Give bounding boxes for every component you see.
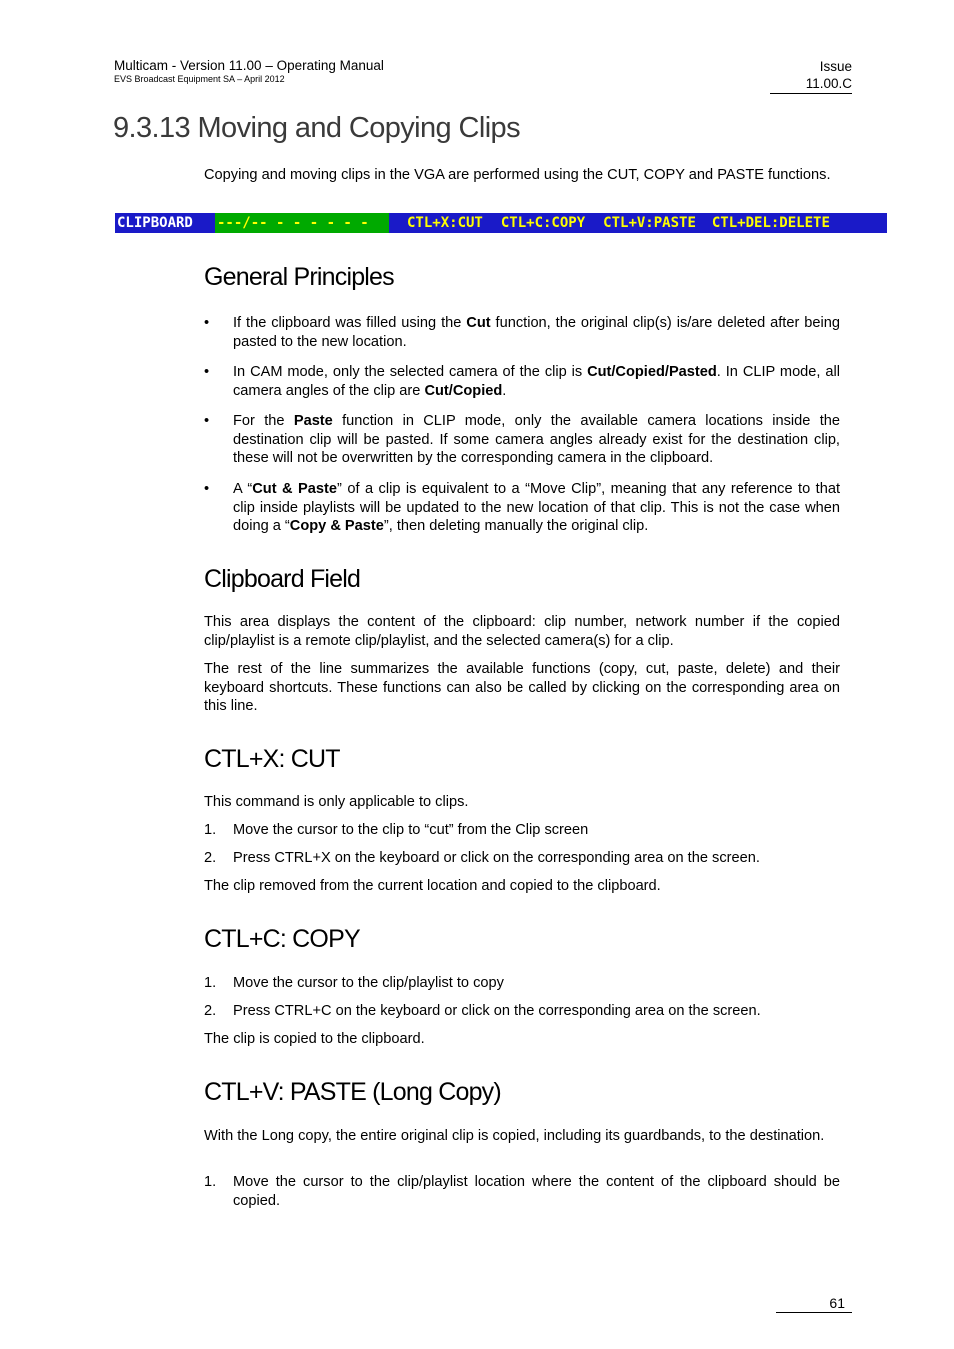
document-title: Multicam - Version 11.00 – Operating Manual: [114, 58, 384, 73]
step-item: 1. Move the cursor to the clip to “cut” from the Clip screen: [204, 822, 589, 838]
cut-button[interactable]: CTL+X:CUT: [407, 215, 483, 231]
section-title: 9.3.13 Moving and Copying Clips: [113, 112, 520, 144]
step-item: 1. Move the cursor to the clip/playlist location where the content of the clipboard should be copied.: [204, 1174, 840, 1209]
bullet-icon: •: [204, 481, 210, 497]
bullet-item: • A “Cut & Paste” of a clip is equivalent to a “Move Clip”, meaning that any reference to that clip inside playlists will be updated to the new location of that clip. This is not the case when doing a “Copy & Paste”, then deleting manually the original clip.: [204, 481, 841, 534]
clipboard-field-paragraph-2: The rest of the line summarizes the available functions (copy, cut, paste, delete) and their keyboard shortcuts. These functions can also be called by clicking on the corresponding area on this line.: [204, 661, 840, 714]
page-footer: [776, 1294, 852, 1313]
cut-result: The clip removed from the current location and copied to the clipboard.: [204, 878, 661, 894]
step-item: 2. Press CTRL+C on the keyboard or click on the corresponding area on the screen.: [204, 1003, 761, 1019]
step-number: 2.: [204, 1003, 217, 1019]
clipboard-field-heading: Clipboard Field: [204, 565, 361, 593]
bullet-icon: •: [204, 315, 210, 331]
bullet-item: • For the Paste function in CLIP mode, only the available camera locations inside the destination clip will be pasted. If some camera angles already exist for the destination clip, these will not be overwritten by the corresponding camera in the clipboard.: [204, 413, 840, 466]
delete-button[interactable]: CTL+DEL:DELETE: [711, 215, 830, 231]
intro-paragraph: Copying and moving clips in the VGA are performed using the CUT, COPY and PASTE functions.: [204, 167, 831, 183]
document-subtitle: EVS Broadcast Equipment SA – April 2012: [114, 74, 285, 84]
general-principles-heading: General Principles: [204, 263, 394, 291]
copy-result: The clip is copied to the clipboard.: [204, 1031, 425, 1047]
clipboard-label: CLIPBOARD: [117, 215, 193, 231]
step-number: 1.: [204, 1174, 217, 1190]
cut-heading: CTL+X: CUT: [204, 745, 340, 773]
paste-intro: With the Long copy, the entire original clip is copied, including its guardbands, to the destination.: [204, 1128, 825, 1144]
clipboard-field-paragraph-1: This area displays the content of the clipboard: clip number, network number if the copied clip/playlist is a remote clip/playlist, and the selected camera(s) for a clip.: [204, 614, 840, 649]
paste-button[interactable]: CTL+V:PASTE: [603, 215, 696, 231]
bullet-item: • If the clipboard was filled using the Cut function, the original clip(s) is/are deleted after being pasted to the new location.: [204, 315, 840, 350]
step-number: 1.: [204, 975, 217, 991]
bullet-icon: •: [204, 413, 210, 429]
cut-intro: This command is only applicable to clips.: [204, 794, 469, 810]
step-item: 1. Move the cursor to the clip/playlist to copy: [204, 975, 504, 991]
page-header: [114, 58, 384, 85]
bullet-item: • In CAM mode, only the selected camera of the clip is Cut/Copied/Pasted. In CLIP mode, all camera angles of the clip are Cut/Copied.: [204, 364, 840, 399]
page-number: 61: [829, 1295, 845, 1311]
bullet-icon: •: [204, 364, 210, 380]
step-item: 2. Press CTRL+X on the keyboard or click on the corresponding area on the screen.: [204, 850, 760, 866]
clipboard-content-field[interactable]: ---/-- - - - - - -: [215, 213, 389, 233]
clipboard-bar: [115, 213, 887, 233]
issue-value: 11.00.C: [805, 76, 852, 91]
copy-heading: CTL+C: COPY: [204, 925, 360, 953]
paste-heading: CTL+V: PASTE (Long Copy): [204, 1078, 501, 1106]
issue-block: [770, 58, 852, 94]
step-number: 2.: [204, 850, 217, 866]
copy-button[interactable]: CTL+C:COPY: [500, 215, 586, 231]
step-number: 1.: [204, 822, 217, 838]
issue-label: Issue: [819, 59, 852, 74]
